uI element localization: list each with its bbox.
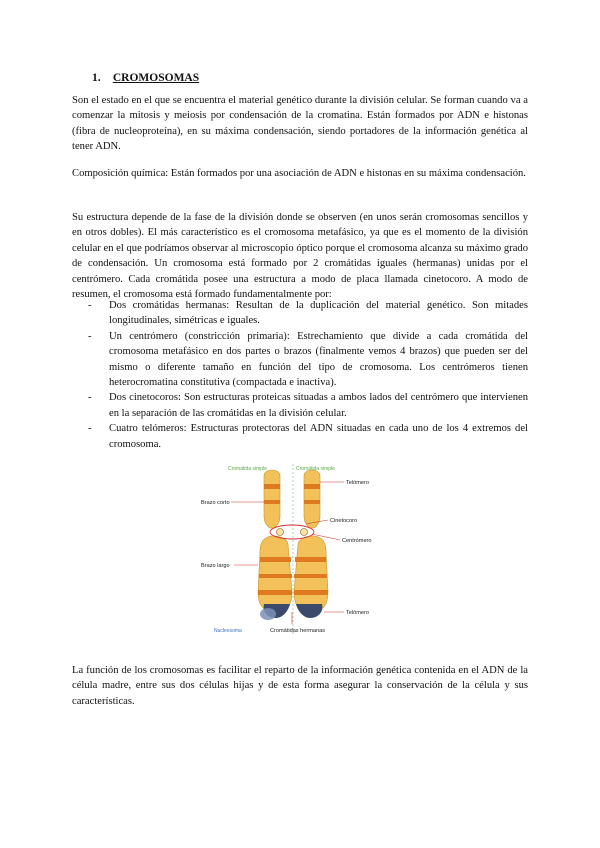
left-short-arm	[264, 470, 280, 528]
structure-list	[88, 298, 528, 452]
right-kinetochore	[301, 529, 308, 536]
label-long-arm: Brazo largo	[201, 563, 230, 569]
label-telomere-top: Telómero	[346, 480, 370, 486]
list-dash: -	[88, 330, 92, 342]
list-item-text: Cuatro telómeros: Estructuras protectoras del ADN situadas en cada uno de los 4 extremos del cromosoma.	[109, 423, 528, 450]
list-dash: -	[88, 392, 92, 404]
list-item	[88, 329, 528, 391]
structure-paragraph: Su estructura depende de la fase de la división donde se observen (en unos serán cromosomas sencillos y en otros dobles). El más característico es el cromosoma metafásico, ya que es el momento de la división celular en el que podríamos observar al microscopio óptico porque el cromosoma alcanza su máximo grado de condensación. Un cromosoma está formado por 2 cromátidas iguales (hermanas) unidas por el centrómero. Cada cromátida posee una estructura a modo de placa llamada cinetocoro. A modo de resumen, el cromosoma está formado fundamentalmente por:	[72, 212, 528, 301]
right-chromatid	[294, 470, 328, 618]
label-right-chromatid: Cromátida simple	[296, 466, 335, 472]
left-kinetochore	[277, 529, 284, 536]
nucleosome-detail	[260, 608, 276, 620]
chromosome-figure	[200, 462, 400, 640]
band	[294, 590, 328, 595]
band	[304, 500, 320, 504]
list-dash: -	[88, 423, 92, 435]
label-kinetochore: Cinetocoro	[330, 518, 358, 524]
left-chromatid	[258, 470, 292, 618]
label-left-chromatid: Cromátida simple	[228, 466, 267, 472]
band	[264, 484, 280, 489]
label-short-arm: Brazo corto	[201, 500, 230, 506]
section-heading	[92, 72, 199, 84]
band	[264, 500, 280, 504]
section-title: CROMOSOMAS	[112, 72, 200, 84]
right-short-arm	[304, 470, 320, 528]
label-telomere-bottom: Telómero	[346, 610, 370, 616]
section-number: 1.	[92, 72, 101, 84]
list-item-text: Dos cromátidas hermanas: Resultan de la duplicación del material genético. Son mitades longitudinales, simétricas e iguales.	[109, 300, 528, 327]
band	[260, 557, 291, 562]
right-bottom-telomere	[296, 604, 322, 618]
band	[295, 557, 326, 562]
band	[304, 484, 320, 489]
band	[259, 574, 292, 578]
band	[258, 590, 292, 595]
band	[294, 574, 327, 578]
list-item	[88, 298, 528, 329]
list-item-text: Un centrómero (constricción primaria): Estrechamiento que divide a cada cromátida del cromosoma metafásico en dos partes o brazos (finalmente vemos 4 brazos) que pueden ser del mismo o diferente tamaño en función del tipo de cromosoma. Los centrómeros tienen heterocromatina constitutiva (compactada e inactiva).	[109, 330, 528, 389]
function-paragraph: La función de los cromosomas es facilitar el reparto de la información genética contenida en el ADN de la célula madre, entre sus dos células hijas y de esta forma asegurar la conservación de la célula y sus características.	[72, 665, 528, 707]
list-dash: -	[88, 300, 92, 311]
composition-paragraph: Composición química: Están formados por una asociación de ADN e histonas en su máxima condensación.	[72, 168, 526, 179]
label-sister-chromatids: Cromátidas hermanas	[270, 628, 326, 634]
list-item	[88, 390, 528, 421]
label-nucleosome: Nucleosoma	[214, 628, 242, 634]
list-item-text: Dos cinetocoros: Son estructuras proteicas situadas a ambos lados del centrómero que intervienen en la separación de las cromátidas en la división celular.	[109, 392, 528, 419]
intro-paragraph: Son el estado en el que se encuentra el material genético durante la división celular. Se forman cuando va a comenzar la mitosis y meiosis por condensación de la cromatina. Están formados por ADN e histonas (fibra de nucleoproteína), en su máxima condensación, siendo portadores de la información genética al tener ADN.	[72, 95, 528, 153]
list-item	[88, 421, 528, 452]
label-centromere: Centrómero	[342, 538, 372, 544]
